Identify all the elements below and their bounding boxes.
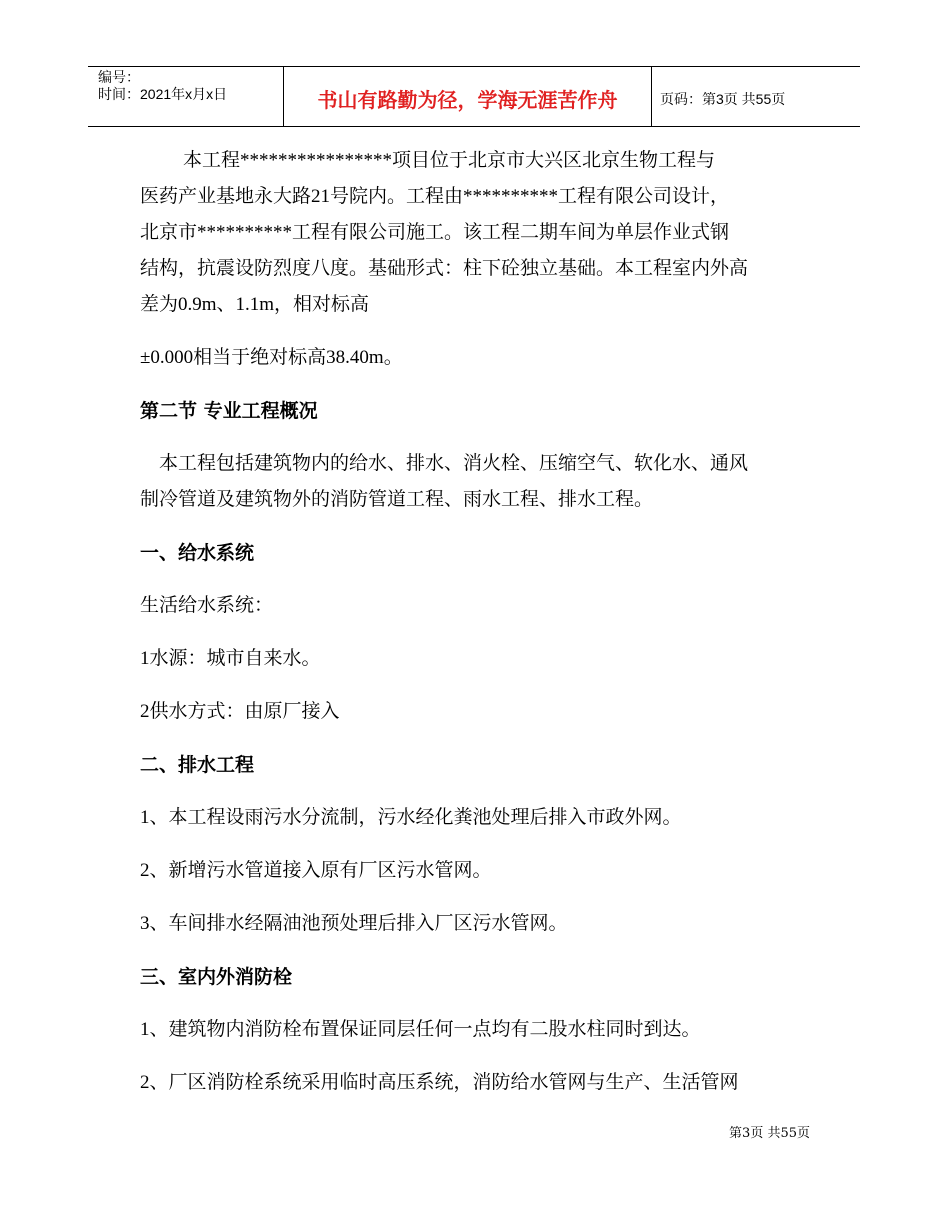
fire-item: 2、厂区消防栓系统采用临时高压系统，消防给水管网与生产、生活管网 (140, 1072, 739, 1093)
intro-line: 结构，抗震设防烈度八度。基础形式：柱下砼独立基础。本工程室内外高 (140, 258, 749, 279)
document-body (140, 143, 820, 1101)
fire-item: 1、建筑物内消防栓布置保证同层任何一点均有二股水柱同时到达。 (140, 1019, 701, 1040)
scope-line: 制冷管道及建筑物外的消防管道工程、雨水工程、排水工程。 (140, 489, 654, 510)
intro-line: 差为0.9m、1.1m，相对标高 (140, 294, 370, 315)
intro-line: 医药产业基地永大路21号院内。工程由**********工程有限公司设计， (140, 186, 730, 207)
heading-water-supply: 一、给水系统 (140, 542, 255, 564)
water-item-source: 1水源：城市自来水。 (140, 648, 321, 669)
page-header (88, 66, 860, 127)
scope-line: 本工程包括建筑物内的给水、排水、消火栓、压缩空气、软化水、通风 (159, 453, 749, 474)
section-title: 第二节 专业工程概况 (140, 400, 318, 422)
intro-line: 北京市**********工程有限公司施工。该工程二期车间为单层作业式钢 (140, 222, 730, 243)
drain-item: 3、车间排水经隔油池预处理后排入厂区污水管网。 (140, 913, 568, 934)
header-page-number: 页码：第3页 共55页 (660, 90, 786, 107)
header-motto: 书山有路勤为径，学海无涯苦作舟 (284, 67, 652, 126)
page-footer: 第3页 共55页 (729, 1126, 810, 1141)
water-system-label: 生活给水系统： (140, 595, 274, 616)
drain-item: 1、本工程设雨污水分流制，污水经化粪池处理后排入市政外网。 (140, 807, 682, 828)
intro-line: 本工程****************项目位于北京市大兴区北京生物工程与 (183, 150, 716, 171)
document-number-label: 编号： (98, 69, 140, 85)
water-item-method: 2供水方式：由原厂接入 (140, 701, 340, 722)
heading-drainage: 二、排水工程 (140, 754, 255, 776)
elevation-text: ±0.000相当于绝对标高38.40m。 (140, 347, 403, 368)
document-time-label: 时间：2021年x月x日 (98, 86, 228, 102)
header-meta (88, 67, 284, 126)
drain-item: 2、新增污水管道接入原有厂区污水管网。 (140, 860, 492, 881)
heading-fire-hydrant: 三、室内外消防栓 (140, 966, 293, 988)
intro-paragraph (140, 143, 820, 323)
scope-paragraph (140, 446, 820, 518)
